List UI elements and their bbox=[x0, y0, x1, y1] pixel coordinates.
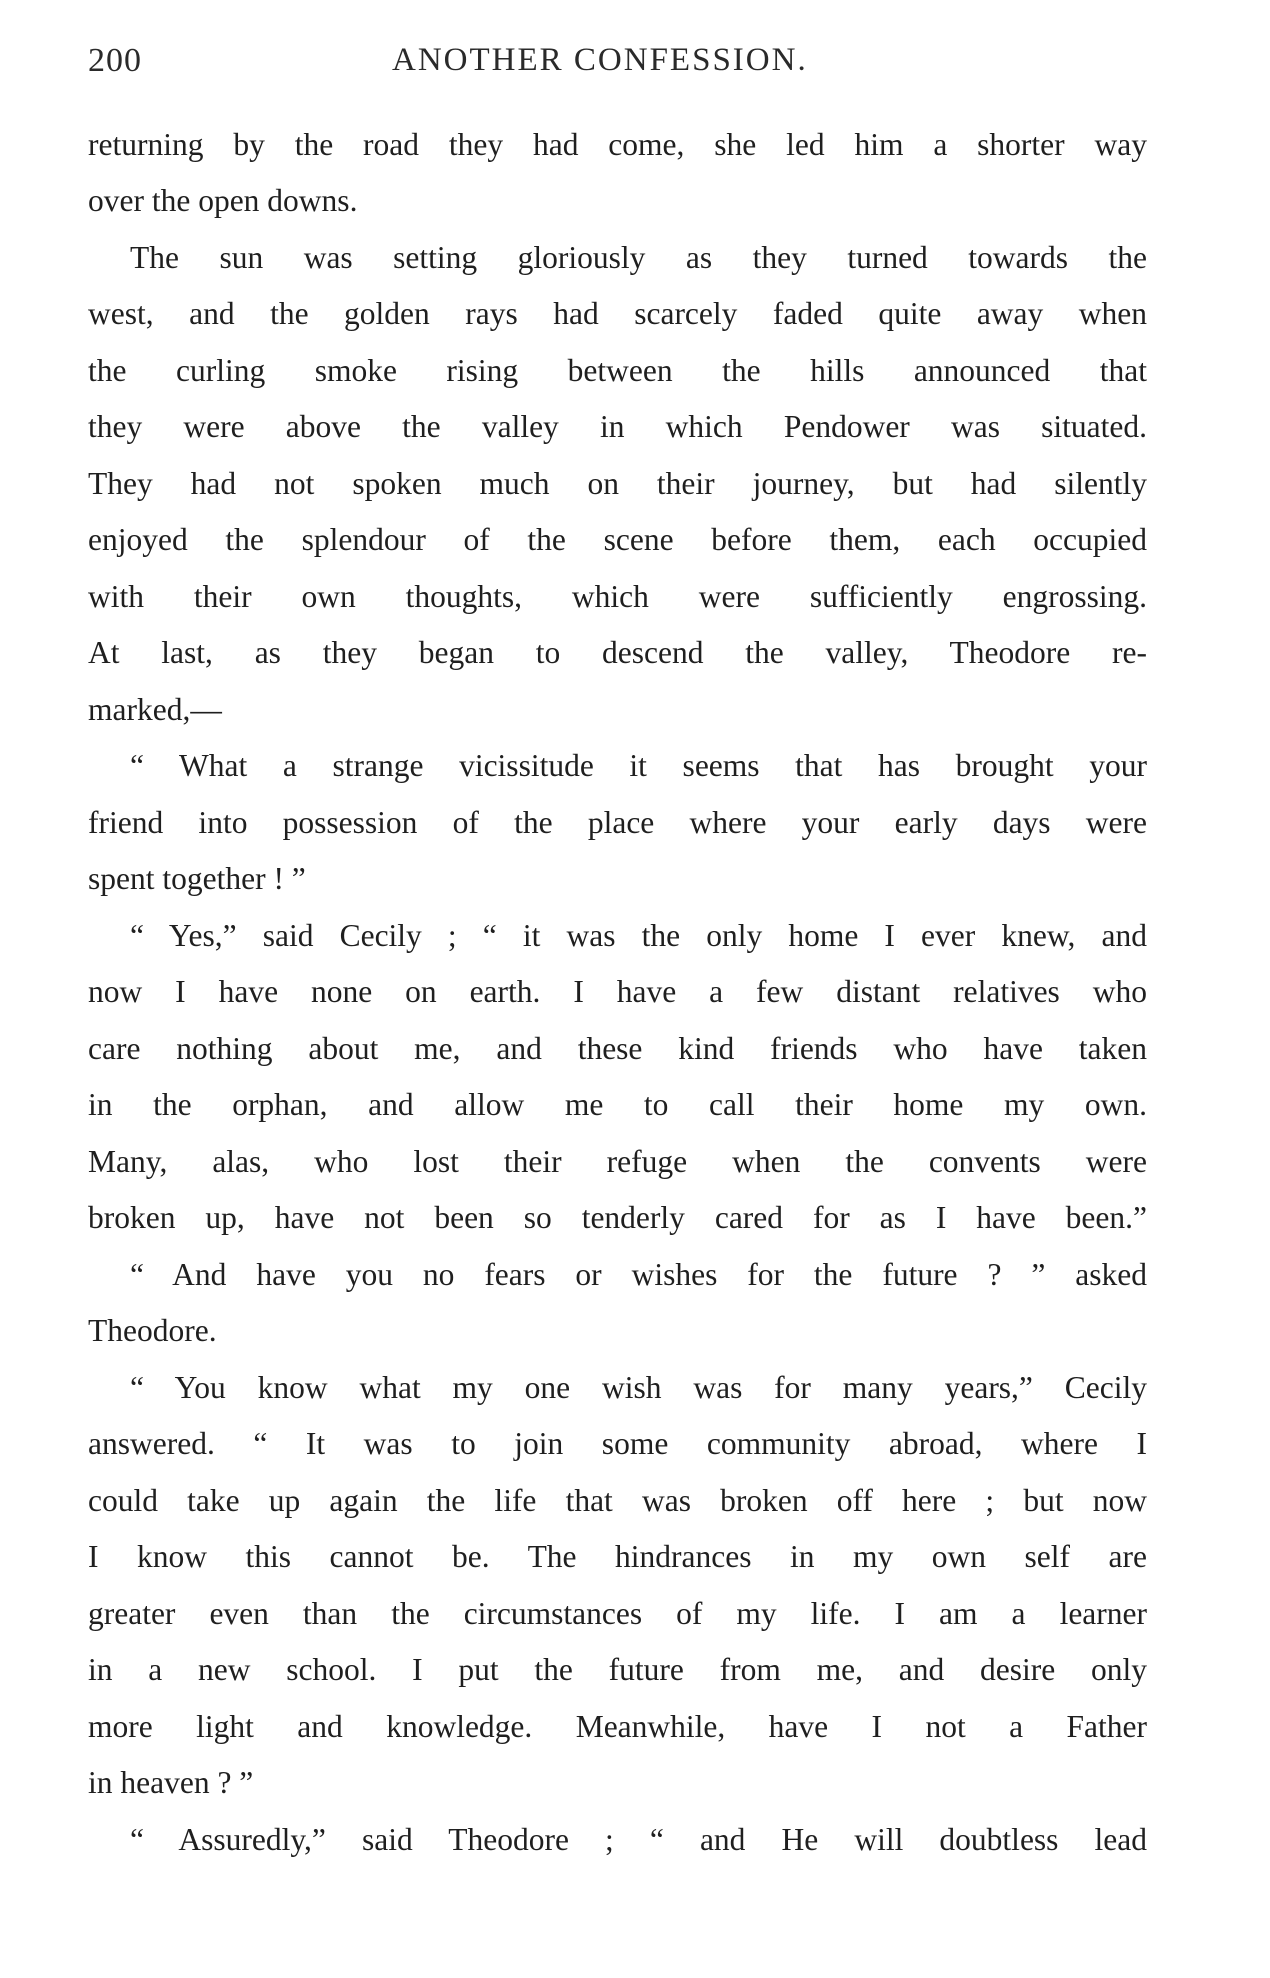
text-line: “ You know what my one wish was for many years,” Cecily bbox=[130, 1370, 1147, 1405]
text-line: enjoyed the splendour of the scene before them, each occupied bbox=[88, 522, 1147, 557]
text-line: the curling smoke rising between the hills announced that bbox=[88, 353, 1147, 388]
text-line: they were above the valley in which Pendower was situated. bbox=[88, 409, 1147, 444]
text-line: now I have none on earth. I have a few distant relatives who bbox=[88, 974, 1147, 1009]
text-line: “ Assuredly,” said Theodore ; “ and He will doubtless lead bbox=[130, 1822, 1147, 1857]
text-line: over the open downs. bbox=[88, 183, 358, 218]
text-line: At last, as they began to descend the valley, Theodore re- bbox=[88, 635, 1147, 670]
page-number: 200 bbox=[88, 42, 142, 79]
text-line: They had not spoken much on their journey, but had silently bbox=[88, 466, 1147, 501]
text-line: friend into possession of the place where your early days were bbox=[88, 805, 1147, 840]
running-title: ANOTHER CONFESSION. bbox=[392, 42, 808, 78]
text-line: with their own thoughts, which were sufficiently engrossing. bbox=[88, 579, 1147, 614]
text-line: answered. “ It was to join some community abroad, where I bbox=[88, 1426, 1147, 1461]
text-line: broken up, have not been so tenderly cared for as I have been.” bbox=[88, 1200, 1147, 1235]
text-line: in a new school. I put the future from me, and desire only bbox=[88, 1652, 1147, 1687]
text-line: “ And have you no fears or wishes for the future ? ” asked bbox=[130, 1257, 1147, 1292]
text-line: in the orphan, and allow me to call their home my own. bbox=[88, 1087, 1147, 1122]
text-line: returning by the road they had come, she led him a shorter way bbox=[88, 127, 1147, 162]
text-line: “ What a strange vicissitude it seems that has brought your bbox=[130, 748, 1147, 783]
text-line: greater even than the circumstances of my life. I am a learner bbox=[88, 1596, 1147, 1631]
text-line: could take up again the life that was broken off here ; but now bbox=[88, 1483, 1147, 1518]
text-line: “ Yes,” said Cecily ; “ it was the only home I ever knew, and bbox=[130, 918, 1147, 953]
text-line: Many, alas, who lost their refuge when the convents were bbox=[88, 1144, 1147, 1179]
text-line: in heaven ? ” bbox=[88, 1765, 254, 1800]
text-line: west, and the golden rays had scarcely faded quite away when bbox=[88, 296, 1147, 331]
text-line: The sun was setting gloriously as they turned towards the bbox=[130, 240, 1147, 275]
text-line: marked,— bbox=[88, 692, 222, 727]
text-line: Theodore. bbox=[88, 1313, 217, 1348]
text-line: spent together ! ” bbox=[88, 861, 306, 896]
text-line: more light and knowledge. Meanwhile, have I not a Father bbox=[88, 1709, 1147, 1744]
text-line: care nothing about me, and these kind friends who have taken bbox=[88, 1031, 1147, 1066]
text-line: I know this cannot be. The hindrances in my own self are bbox=[88, 1539, 1147, 1574]
